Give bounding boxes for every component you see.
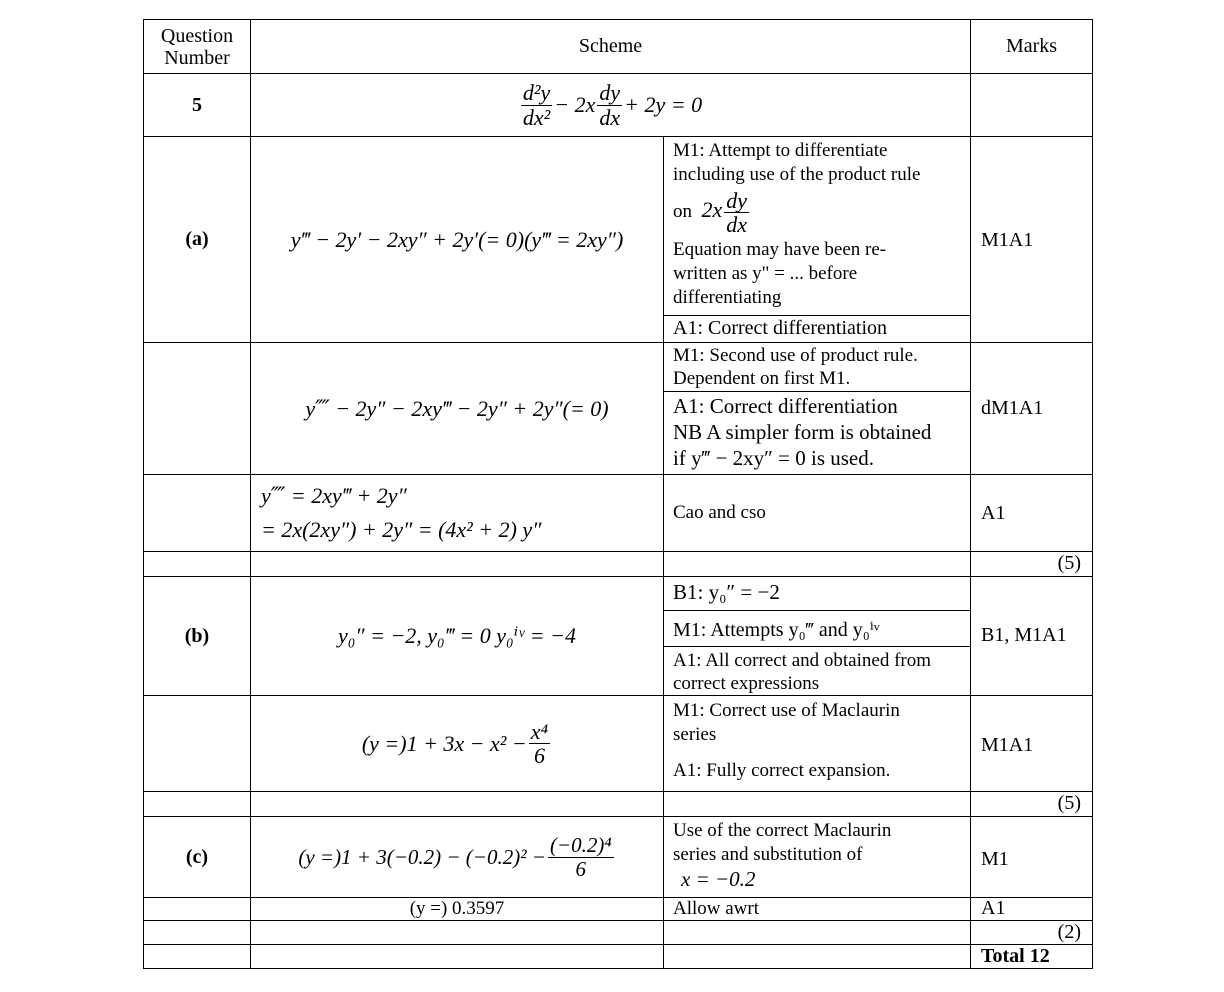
- part-a-working-2: y⁗ − 2y″ − 2xy‴ − 2y″ + 2y″(= 0): [305, 395, 609, 421]
- rule-scheme-notes-split: [663, 136, 664, 969]
- rule-a3-bottom: [143, 551, 1093, 552]
- rule-marks: [970, 19, 971, 969]
- part-a-note-m1-second: M1: Second use of product rule. Dependent on first M1.: [673, 345, 918, 389]
- header-question-number: Question Number: [160, 24, 234, 69]
- rule-b-note-split-1: [663, 610, 970, 611]
- part-b-label: (b): [184, 624, 210, 647]
- part-a-note-m1: M1: Attempt to differentiate including use of the product rule on 2x $\frac{dy}{dx}$ Equation may have been re- written as y" = ... before differentiating: [673, 140, 921, 309]
- part-c-note: Use of the correct Maclaurin series and substitution of x = −0.2: [673, 820, 892, 891]
- part-a-subtotal: (5): [1057, 552, 1081, 574]
- rule-bottom: [143, 968, 1093, 969]
- header-scheme: Scheme: [578, 35, 643, 57]
- part-b-working-1: y₀″ = −2, y₀‴ = 0 y₀ⁱᵛ = −4: [338, 623, 576, 648]
- mark-scheme-table: [143, 19, 1093, 969]
- part-a-note-a1: A1: Correct differentiation: [673, 317, 888, 339]
- rule-b2-bottom: [143, 791, 1093, 792]
- rule-b-note-split-2: [663, 646, 970, 647]
- rule-c-subtotal-bottom: [143, 944, 1093, 945]
- question-number: 5: [192, 93, 202, 116]
- rule-c2-bottom: [143, 920, 1093, 921]
- part-b-note-m1: M1: Attempts y₀‴ and y₀ⁱᵛ: [673, 619, 880, 641]
- part-a-working-3: y⁗ = 2xy‴ + 2y″ = 2x(2xy″) + 2y″ = (4x² + 2) y″: [261, 483, 542, 542]
- part-c-label: (c): [185, 845, 209, 868]
- part-a-note-a1-second: A1: Correct differentiation NB A simpler form is obtained if y‴ − 2xy″ = 0 is used.: [673, 394, 932, 470]
- part-a-label: (a): [185, 228, 209, 250]
- part-a-marks-1: M1A1: [981, 229, 1034, 251]
- total-marks: Total 12: [981, 945, 1050, 967]
- part-b-marks-1: B1, M1A1: [981, 624, 1067, 646]
- part-b-note-expansion: A1: Fully correct expansion.: [673, 760, 891, 781]
- rule-a2-bottom: [143, 474, 1093, 475]
- part-b-subtotal: (5): [1057, 792, 1081, 814]
- part-c-working-1: (y =)1 + 3(−0.2) − (−0.2)² − $\frac{\text{(−0.2)⁴}}{6}$: [298, 833, 612, 881]
- differential-equation: $\frac{\text{d²y}}{\text{dx²}}$ − 2x $\frac{dy}{dx}$ + 2y = 0: [522, 80, 703, 130]
- rule-a2-note-split: [663, 391, 970, 392]
- rule-right: [1092, 19, 1093, 969]
- rule-a-note-split: [663, 315, 970, 316]
- part-a-note-cao: Cao and cso: [673, 502, 766, 523]
- header-marks: Marks: [1005, 35, 1058, 57]
- part-b-note-maclaurin: M1: Correct use of Maclaurin series: [673, 700, 900, 745]
- part-c-subtotal: (2): [1057, 921, 1081, 943]
- part-a-working-1: y‴ − 2y′ − 2xy″ + 2y′(= 0)(y‴ = 2xy″): [290, 226, 624, 252]
- part-b-note-b1: B1: y₀″ = −2: [673, 580, 780, 604]
- part-c-marks-2: A1: [981, 897, 1006, 919]
- part-a-marks-2: dM1A1: [981, 397, 1044, 419]
- part-c-note-awrt: Allow awrt: [673, 898, 760, 919]
- part-a-marks-3: A1: [981, 502, 1006, 524]
- part-c-answer: (y =) 0.3597: [409, 898, 505, 919]
- part-b-note-a1: A1: All correct and obtained from correct expressions: [673, 650, 932, 694]
- part-b-marks-2: M1A1: [981, 734, 1034, 756]
- part-b-working-2: (y =)1 + 3x − x² − $\frac{\text{x⁴}}{6}$: [361, 718, 549, 768]
- part-c-marks-1: M1: [981, 848, 1009, 870]
